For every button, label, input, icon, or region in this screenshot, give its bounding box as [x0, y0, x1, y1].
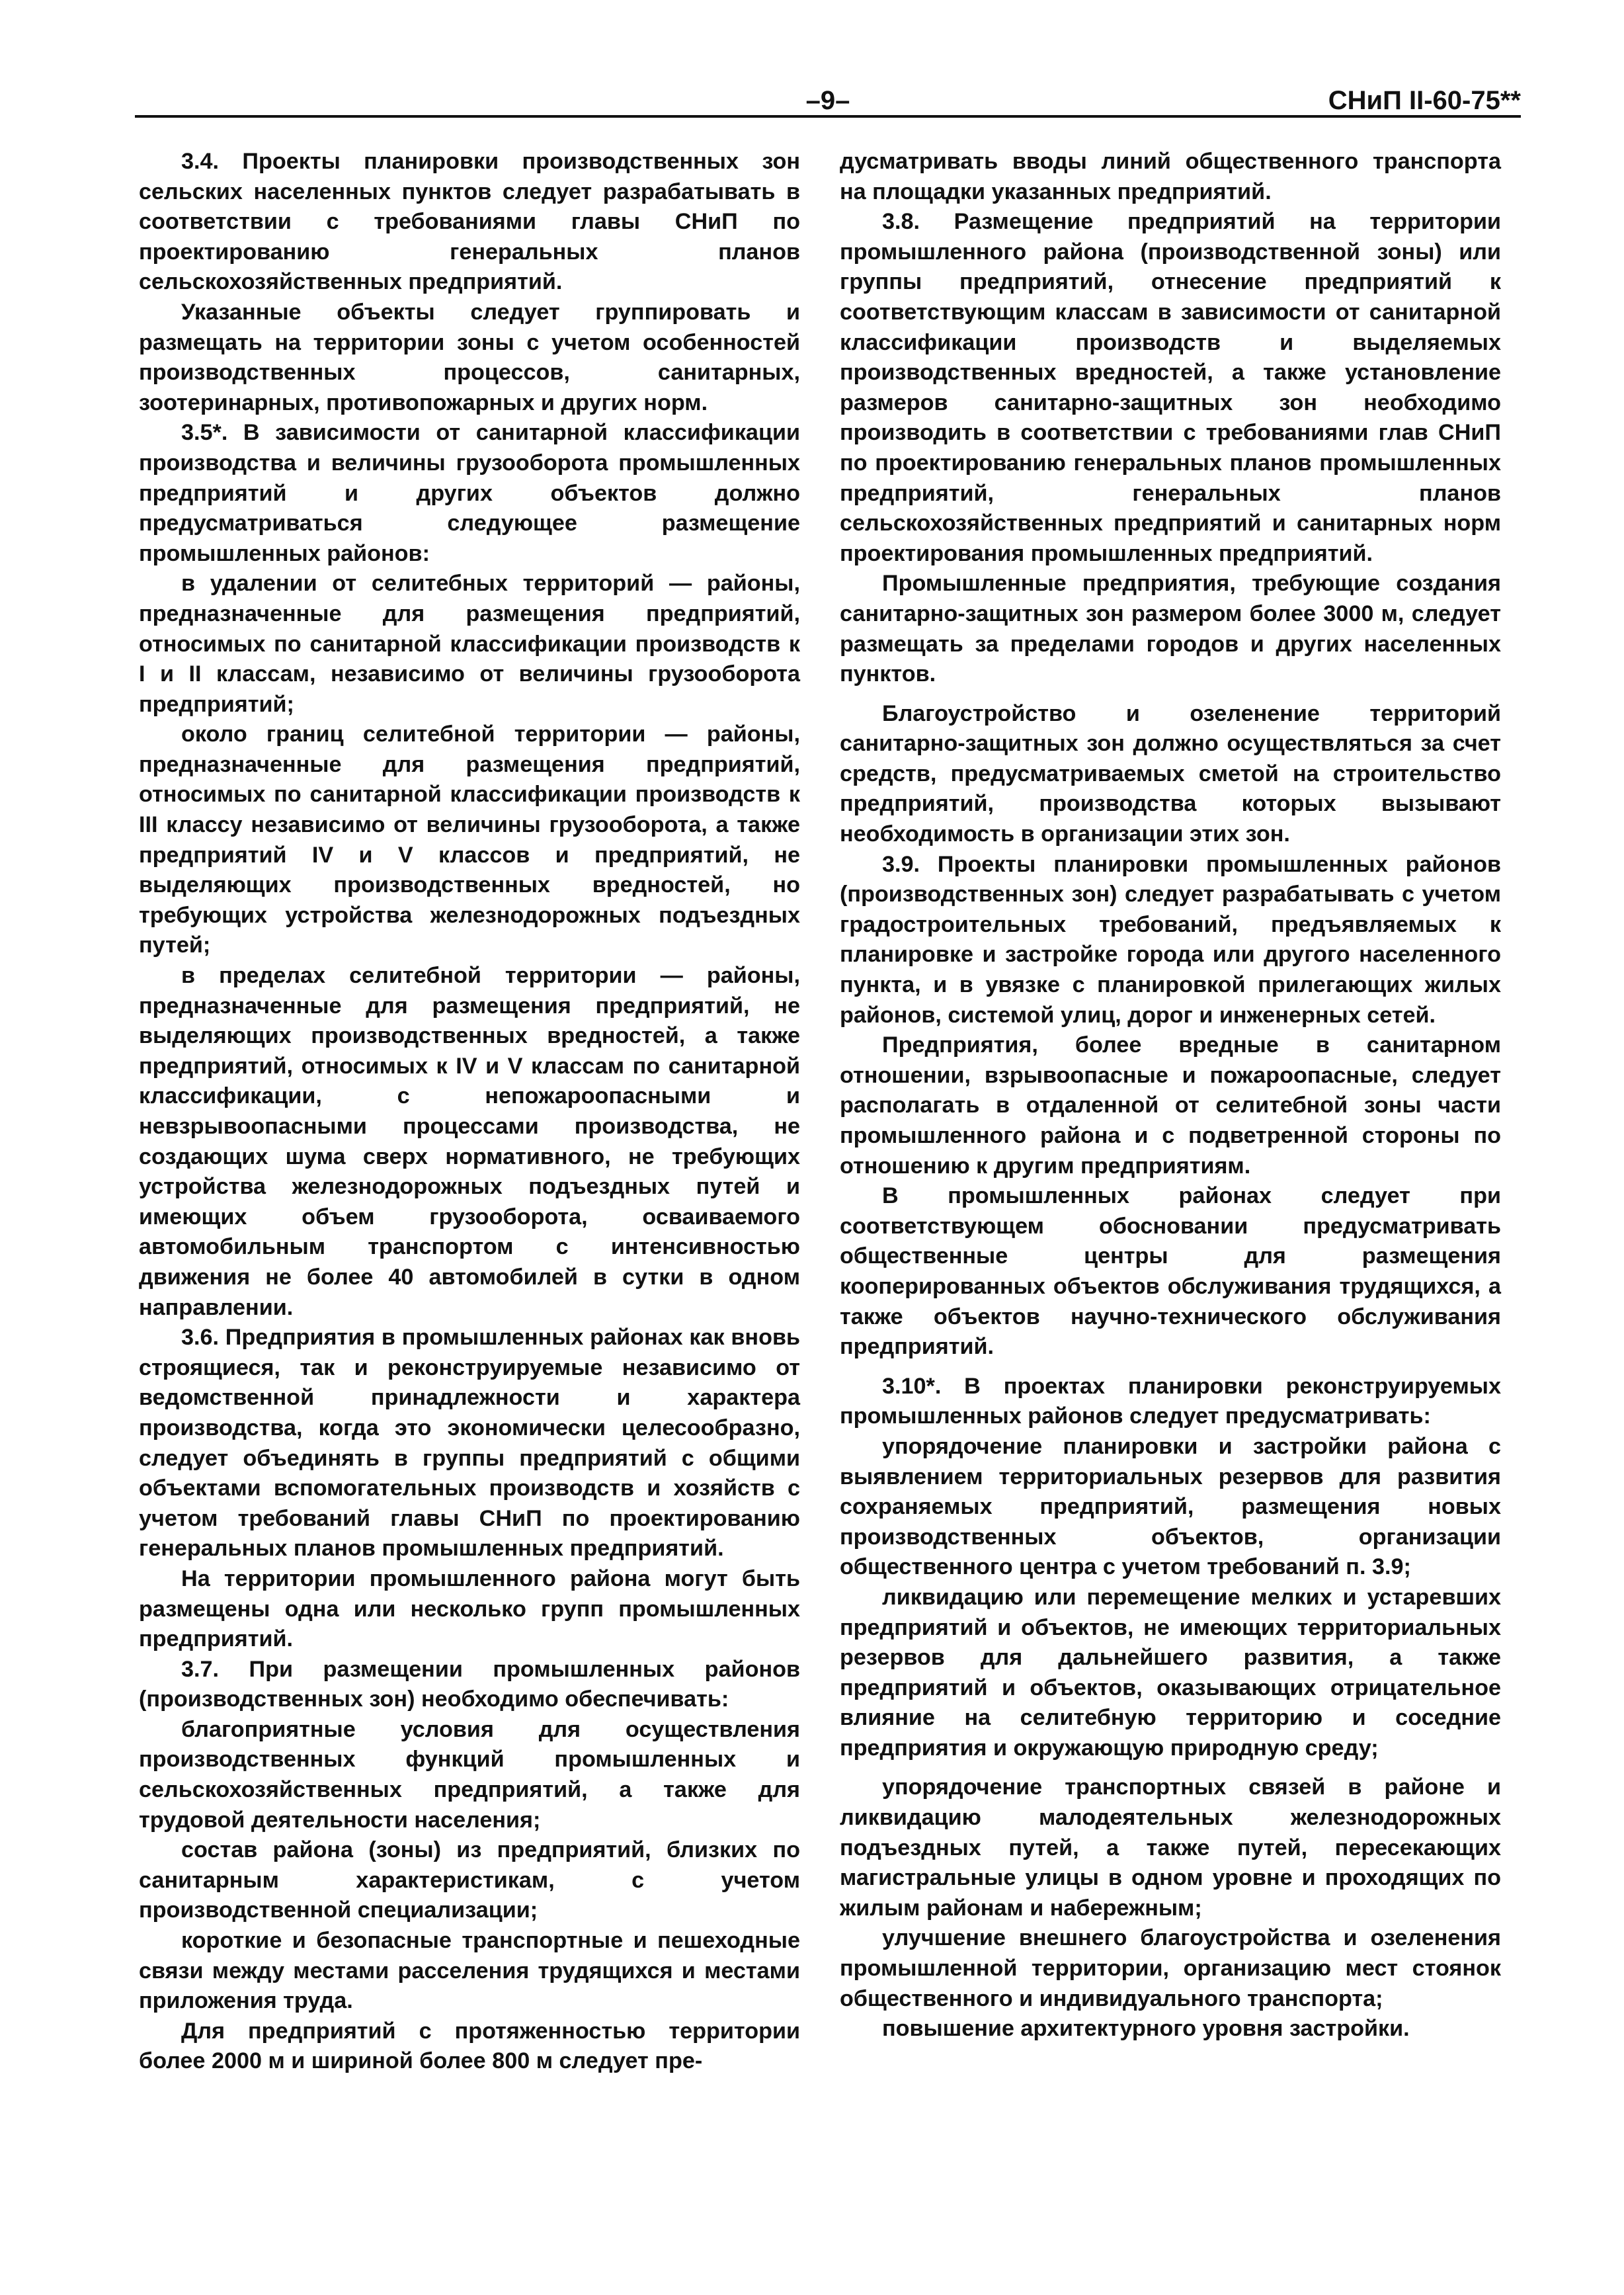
paragraph: Благоустройство и озеленение территорий санитарно-защитных зон должно осуществляться за счет средств, предусматриваемых сметой на строительство предприятий, производства которых вызывают необходимость в организации этих зон.	[840, 700, 1501, 847]
paragraph-3-4: 3.4. Проекты планировки производственных зон сельских населенных пунктов следует разрабатывать в соответствии с требованиями главы СНиП по проектированию генеральных планов сельскохозяйственных предприятий.	[139, 149, 800, 295]
document-code: СНиП II-60-75**	[1328, 86, 1521, 115]
list-item: благоприятные условия для осуществления производственных функций промышленных и сельскохозяйственных предприятий, а также для трудовой деятельности населения;	[139, 1716, 800, 1833]
paragraph: Указанные объекты следует группировать и размещать на территории зоны с учетом особенностей производственных процессов, санитарных, зоотеринарных, противопожарных и других норм.	[139, 299, 800, 415]
paragraph-3-8: 3.8. Размещение предприятий на территории промышленного района (производственной зоны) или группы предприятий, отнесение предприятий к соответствующим классам в зависимости от санитарной классификации производств и выделяемых производственных вредностей, а также установление размеров санитарно-защитных зон необходимо производить в соответствии с требованиями глав СНиП по проектированию генеральных планов промышленных предприятий, генеральных планов сельскохозяйственных предприятий и санитарных норм проектирования промышленных предприятий.	[840, 209, 1501, 566]
list-item: упорядочение транспортных связей в районе и ликвидацию малодеятельных железнодорожных подъездных путей, а также путей, пересекающих магистральные улицы в одном уровне и проходящих по жилым районам и набережным;	[840, 1774, 1501, 1921]
paragraph-3-5: 3.5*. В зависимости от санитарной классификации производства и величины грузооборота промышленных предприятий и других объектов должно предусматриваться следующее размещение промышленных районов:	[139, 420, 800, 566]
list-item: около границ селитебной территории — районы, предназначенные для размещения предприятий, относимых по санитарной классификации производств к III классу независимо от величины грузооборота, а также предприятий IV и V классов и предприятий, не выделяющих производственных вредностей, но требующих устройства железнодорожных подъездных путей;	[139, 722, 800, 958]
paragraph: В промышленных районах следует при соответствующем обосновании предусматривать общественные центры для размещения кооперированных объектов обслуживания трудящихся, а также объектов научно-технического обслуживания предприятий.	[840, 1183, 1501, 1360]
header-rule	[135, 115, 1521, 118]
list-item: в пределах селитебной территории — районы, предназначенные для размещения предприятий, не выделяющих производственных вредностей, а также предприятий, относимых к IV и V классам по санитарной классификации, с непожароопасными и невзрывоопасными процессами производства, не создающих шума сверх нормативного, не требующих устройства железнодорожных подъездных путей и имеющих объем грузооборота, осваиваемого автомобильным транспортом с интенсивностью движения не более 40 автомобилей в сутки в одном направлении.	[139, 963, 800, 1320]
left-column	[139, 147, 800, 2077]
right-column	[840, 147, 1501, 2044]
paragraph-3-6: 3.6. Предприятия в промышленных районах как вновь строящиеся, так и реконструируемые независимо от ведомственной принадлежности и характера производства, когда это экономически целесообразно, следует объединять в группы предприятий с общими объектами вспомогательных производств и хозяйств с учетом требований главы СНиП по проектированию генеральных планов промышленных предприятий.	[139, 1325, 800, 1562]
paragraph-3-10: 3.10*. В проектах планировки реконструируемых промышленных районов следует предусматривать:	[840, 1373, 1501, 1429]
list-item: состав района (зоны) из предприятий, близких по санитарным характеристикам, с учетом производственной специализации;	[139, 1837, 800, 1923]
list-item: упорядочение планировки и застройки района с выявлением территориальных резервов для развития сохраняемых предприятий, размещения новых производственных объектов, организации общественного центра с учетом требований п. 3.9;	[840, 1433, 1501, 1580]
list-item: в удалении от селитебных территорий — районы, предназначенные для размещения предприятий, относимых по санитарной классификации производств к I и II классам, независимо от величины грузооборота предприятий;	[139, 571, 800, 717]
list-item: повышение архитектурного уровня застройки.	[882, 2016, 1410, 2042]
paragraph: Промышленные предприятия, требующие создания санитарно-защитных зон размером более 3000 м, следует размещать за пределами городов и других населенных пунктов.	[840, 571, 1501, 687]
list-item: улучшение внешнего благоустройства и озеленения промышленной территории, организацию мест стоянок общественного и индивидуального транспорта;	[840, 1925, 1501, 2011]
paragraph-continuation: дусматривать вводы линий общественного транспорта на площадки указанных предприятий.	[840, 149, 1501, 204]
page-number: –9–	[805, 86, 850, 115]
list-item: ликвидацию или перемещение мелких и устаревших предприятий и объектов, не имеющих территориальных резервов для дальнейшего развития, а также предприятий и объектов, оказывающих отрицательное влияние на селитебную территорию и соседние предприятия и окружающую природную среду;	[840, 1584, 1501, 1761]
paragraph: Предприятия, более вредные в санитарном отношении, взрывоопасные и пожароопасные, следует располагать в отдаленной от селитебной зоны части промышленного района и с подветренной стороны по отношению к другим предприятиям.	[840, 1032, 1501, 1179]
paragraph-3-9: 3.9. Проекты планировки промышленных районов (производственных зон) следует разрабатывать с учетом градостроительных требований, предъявляемых к планировке и застройке города или другого населенного пункта, и в увязке с планировкой прилегающих жилых районов, системой улиц, дорог и инженерных сетей.	[840, 851, 1501, 1028]
list-item: короткие и безопасные транспортные и пешеходные связи между местами расселения трудящихся и местами приложения труда.	[139, 1928, 800, 2014]
paragraph: Для предприятий с протяженностью территории более 2000 м и шириной более 800 м следует пре-	[139, 2018, 800, 2074]
paragraph-3-7: 3.7. При размещении промышленных районов (производственных зон) необходимо обеспечивать:	[139, 1656, 800, 1712]
paragraph: На территории промышленного района могут быть размещены одна или несколько групп промышленных предприятий.	[139, 1565, 800, 1652]
